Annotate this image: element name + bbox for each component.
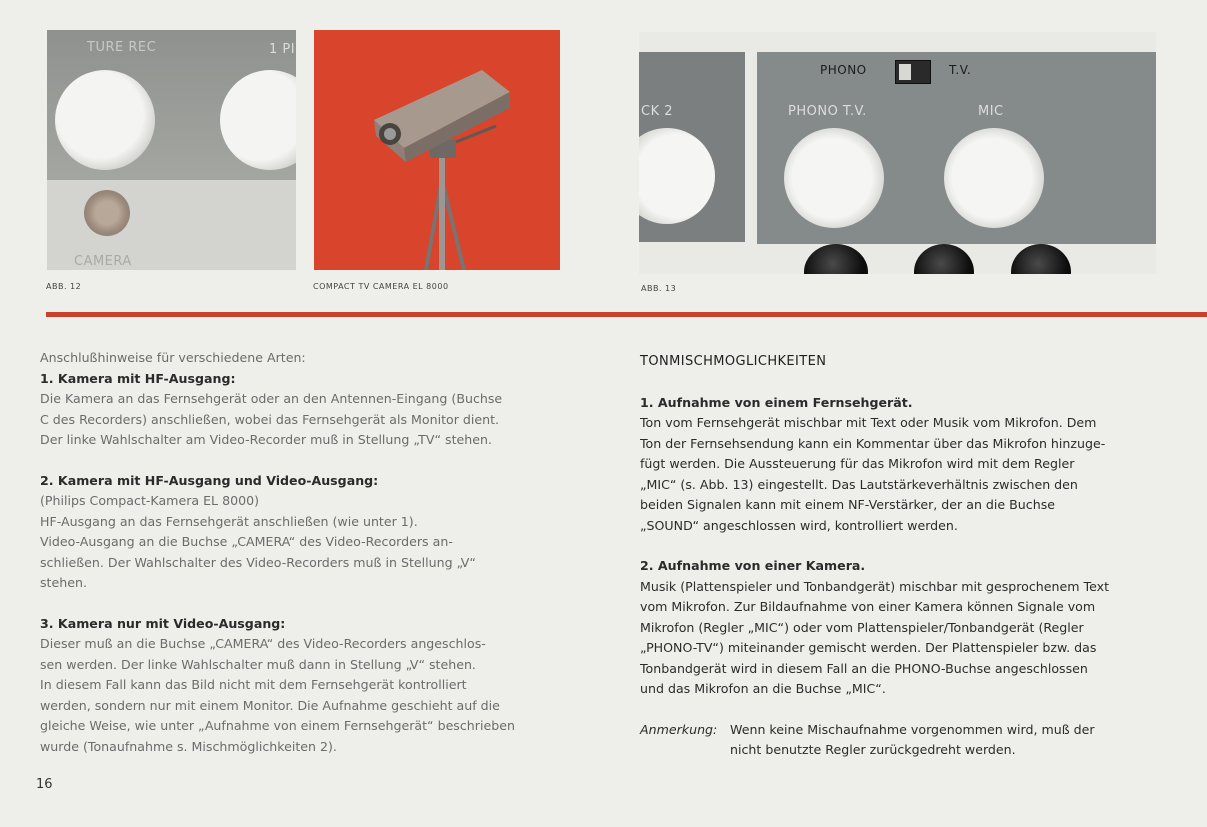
section-3-title: 3. Kamera nur mit Video-Ausgang: [40,615,286,631]
mix-2-line: Musik (Plattenspieler und Tonbandgerät) mischbar mit gesprochenem Text [640,578,1110,594]
phono-tv-switch-icon [895,60,931,84]
panel-label-right: 1 PI [269,42,296,57]
left-column [40,348,560,757]
caption-abb-12: ABB. 12 [46,282,82,291]
section-2-line: (Philips Compact-Kamera EL 8000) [40,493,260,508]
photo-abb-12 [47,30,296,270]
mix-1-line: Ton vom Fernsehgerät mischbar mit Text oder Musik vom Mikrofon. Dem [640,415,1097,430]
photo-compact-tv-camera [314,30,560,270]
section-3-line: gleiche Weise, wie unter „Aufnahme von einem Fernsehgerät“ beschrieben [40,718,515,733]
button-black-2-icon [914,244,974,274]
section-1-line: Die Kamera an das Fernsehgerät oder an den Antennen-Eingang (Buchse [40,391,503,406]
section-3-line: Dieser muß an die Buchse „CAMERA“ des Video-Recorders angeschlos- [40,636,486,651]
mix-1-line: Ton der Fernsehsendung kann ein Kommentar über das Mikrofon hinzuge- [640,435,1106,451]
section-1-line: C des Recorders) anschließen, wobei das Fernsehgerät als Monitor dient. [40,411,500,427]
section-heading: TONMISCHMOGLICHKEITEN [640,354,827,369]
mix-2-line: vom Mikrofon. Zur Bildaufnahme von einer Kamera können Signale vom [640,599,1096,614]
mix-1-line: fügt werden. Die Aussteuerung für das Mikrofon wird mit dem Regler [640,456,1075,471]
camera-on-tripod-icon [314,30,560,270]
mix-2-line: Mikrofon (Regler „MIC“) oder vom Plattenspieler/Tonbandgerät (Regler [640,619,1084,635]
note-line: nicht benutzte Regler zurückgedreht werden. [730,742,1016,757]
mix-1-line: „SOUND“ angeschlossen wird, kontrolliert werden. [640,517,958,533]
mix-2-line: und das Mikrofon an die Buchse „MIC“. [640,681,886,696]
section-3-line: wurde (Tonaufnahme s. Mischmöglichkeiten 2). [40,738,337,754]
switch-label-tv: T.V. [949,63,972,77]
panel-label-phono-tv: PHONO T.V. [788,104,867,119]
mix-1-line: beiden Signalen kann mit einem NF-Verstärker, der an die Buchse [640,497,1056,512]
section-3-line: sen werden. Der linke Wahlschalter muß dann in Stellung „V“ stehen. [40,656,476,672]
section-1-title: 1. Kamera mit HF-Ausgang: [40,370,236,386]
section-2-line: HF-Ausgang an das Fernsehgerät anschließen (wie unter 1). [40,513,418,529]
note-body [730,720,1095,761]
mix-2-line: Tonbandgerät wird in diesem Fall an die PHONO-Buchse angeschlossen [640,660,1088,676]
knob-phono-tv-icon [784,128,884,228]
knob-mic-icon [944,128,1044,228]
note [640,720,1160,761]
switch-label-phono: PHONO [820,63,867,77]
divider-rule [46,312,1207,317]
note-label: Anmerkung: [640,721,718,737]
page-number: 16 [36,777,53,792]
section-2-title: 2. Kamera mit HF-Ausgang und Video-Ausgang: [40,472,379,488]
photo-abb-13 [639,32,1156,274]
section-2-line: stehen. [40,575,87,590]
section-3-line: werden, sondern nur mit einem Monitor. Die Aufnahme geschieht auf die [40,697,500,713]
section-2-line: Video-Ausgang an die Buchse „CAMERA“ des Video-Recorders an- [40,534,453,549]
section-3-line: In diesem Fall kann das Bild nicht mit dem Fernsehgerät kontrolliert [40,677,467,692]
panel-label-camera: CAMERA [74,254,132,269]
knob-left-icon [55,70,155,170]
button-black-1-icon [804,244,868,274]
caption-abb-13: ABB. 13 [641,284,677,293]
note-line: Wenn keine Mischaufnahme vorgenommen wird, muß der [730,721,1095,737]
section-1-line: Der linke Wahlschalter am Video-Recorder muß in Stellung „TV“ stehen. [40,432,492,447]
section-2-line: schließen. Der Wahlschalter des Video-Recorders muß in Stellung „V“ [40,554,476,570]
camera-socket-icon [84,190,130,236]
mix-1-line: „MIC“ (s. Abb. 13) eingestellt. Das Lautstärkeverhältnis zwischen den [640,476,1078,492]
intro-text: Anschlußhinweise für verschiedene Arten: [40,350,306,365]
mix-2-line: „PHONO-TV“) miteinander gemischt werden. Der Plattenspieler bzw. das [640,640,1097,655]
panel-label-left: CK 2 [641,104,674,119]
button-black-3-icon [1011,244,1071,274]
caption-compact-tv-camera: COMPACT TV CAMERA EL 8000 [313,282,449,291]
mix-2-title: 2. Aufnahme von einer Kamera. [640,558,866,573]
panel-label-mic: MIC [978,104,1004,119]
mix-1-title: 1. Aufnahme von einem Fernsehgerät. [640,394,913,410]
panel-label-record: TURE REC [87,40,157,55]
right-column [640,352,1160,761]
